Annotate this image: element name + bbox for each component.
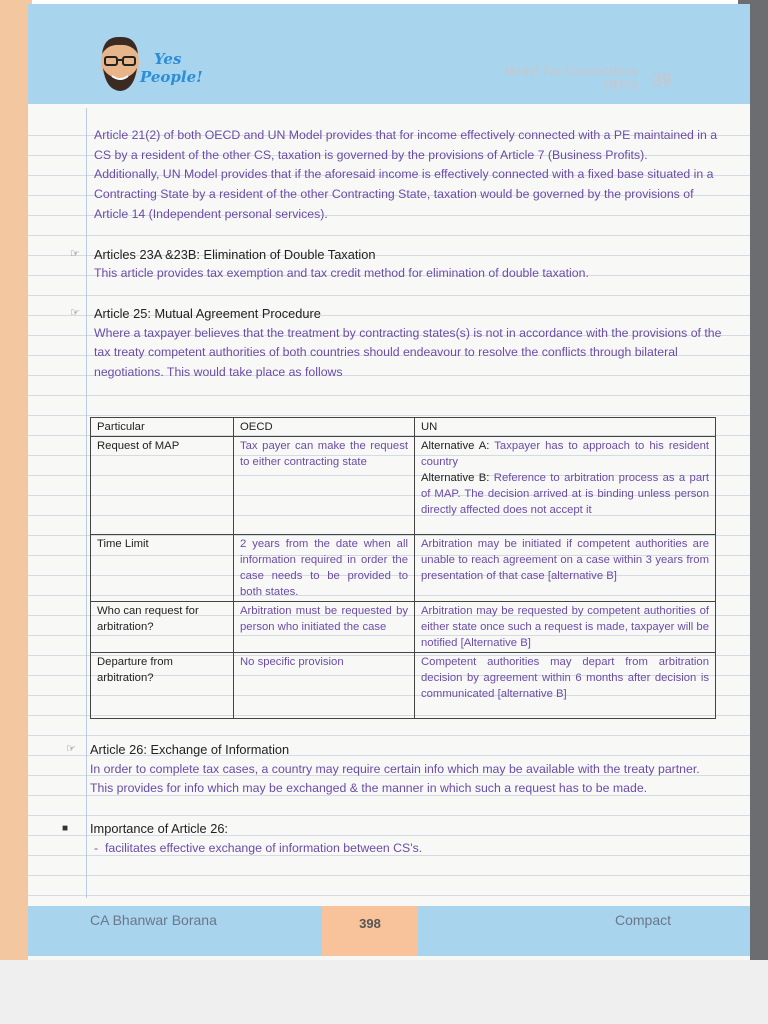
table-row <box>91 437 716 535</box>
table-cell-un: Arbitration may be requested by competent authorities of either state once such a request is made, taxpayer will be notified [Alternative B] <box>415 602 716 653</box>
table-header-particular: Particular <box>91 418 234 437</box>
table-cell-un: Arbitration may be initiated if competent authorities are unable to reach agreement on a case within 3 years from presentation of that case [alternative B] <box>415 535 716 602</box>
importance-item-1 <box>90 839 718 859</box>
page-number: 398 <box>359 916 381 931</box>
pointing-hand-icon: ☞ <box>70 247 80 260</box>
table-row <box>91 653 716 719</box>
table-cell-particular: Who can request for arbitration? <box>91 602 234 653</box>
chapter-title <box>504 64 638 92</box>
table-cell-particular: Departure from arbitration? <box>91 653 234 719</box>
page-content <box>70 126 722 383</box>
alternative-b-label: Alternative B: <box>421 472 490 484</box>
pointing-hand-icon: ☞ <box>66 743 76 755</box>
intro-paragraph-1: Article 21(2) of both OECD and UN Model provides that for income effectively connected with a PE maintained in a CS by a resident of the other CS, taxation is governed by the provisions of Article 7 (Business Profits). <box>94 128 718 162</box>
article-23-text: This article provides tax exemption and tax credit method for elimination of double taxation. <box>94 266 589 281</box>
footer-edition: Compact <box>615 912 672 928</box>
alternative-b-text: Reference to arbitration process as a part of MAP. The decision arrived at is binding unless person directly affected does not accept it <box>421 472 710 516</box>
dash-icon: - <box>94 840 105 855</box>
article-23-heading-text: Articles 23A &23B: Elimination of Double Taxation <box>94 246 376 262</box>
table-cell-un: Competent authorities may depart from arbitration decision by agreement within 6 months after decision is communicated [alternative B] <box>415 653 716 719</box>
intro-paragraph-2: Additionally, UN Model provides that if the aforesaid income is effectively connected with a fixed base situated in a Contracting State by a resident of the other Contracting State, taxation would be governed by the provisions of Article 14 (Independent personal services). <box>94 167 714 221</box>
map-comparison-table <box>90 417 716 719</box>
article-26-text: In order to complete tax cases, a country may require certain info which may be available with the treaty partner. This provides for info which may be exchanged & the manner in which such a request has to be made. <box>90 761 700 796</box>
table-cell-particular: Request of MAP <box>91 437 234 535</box>
article-25-text: Where a taxpayer believes that the treatment by contracting states(s) is not in accordance with the provisions of the tax treaty competent authorities of both countries should endeavour to resolve the conflicts through bilateral negotiations. This would take place as follows <box>94 325 722 380</box>
chapter-number: 39 <box>652 70 673 90</box>
article-26-heading-text: Article 26: Exchange of Information <box>90 742 290 757</box>
scan-background <box>0 960 768 1024</box>
article-23-heading <box>70 245 722 265</box>
pointing-hand-icon: ☞ <box>70 306 80 319</box>
article-26-heading <box>66 740 718 760</box>
alternative-a-text: Taxpayer has to approach to his resident country <box>421 440 710 468</box>
logo <box>140 50 220 94</box>
logo-line2: People! <box>140 68 203 86</box>
table-row <box>91 602 716 653</box>
importance-heading-text: Importance of Article 26: <box>90 821 228 837</box>
table-row <box>91 535 716 602</box>
margin-line <box>86 108 87 898</box>
article-25-heading <box>70 304 722 324</box>
table-cell-particular: Time Limit <box>91 535 234 602</box>
table-header-un: UN <box>415 418 716 437</box>
page-number-box <box>322 906 418 956</box>
table-cell-un <box>415 437 716 535</box>
page-content-lower <box>62 740 718 859</box>
footer-author: CA Bhanwar Borana <box>90 912 217 928</box>
table-cell-oecd: Tax payer can make the request to either contracting state <box>234 437 415 535</box>
table-cell-oecd: 2 years from the date when all information required in order the case needs to be provided to both states. <box>234 535 415 602</box>
table-header-row <box>91 418 716 437</box>
chapter-title-line1: Model Tax Conventions <box>504 64 638 78</box>
chapter-title-line2: (MTC) <box>604 78 638 92</box>
article-25-heading-text: Article 25: Mutual Agreement Procedure <box>94 305 321 321</box>
logo-line1: Yes <box>154 50 182 68</box>
importance-item-1-text: facilitates effective exchange of information between CS's. <box>104 840 423 855</box>
bullet-icon: ■ <box>62 823 69 835</box>
table-cell-oecd: No specific provision <box>234 653 415 719</box>
author-avatar-icon <box>96 32 144 94</box>
importance-heading <box>62 819 718 839</box>
table-header-oecd: OECD <box>234 418 415 437</box>
alternative-a-label: Alternative A: <box>421 440 490 452</box>
table-cell-oecd: Arbitration must be requested by person who initiated the case <box>234 602 415 653</box>
